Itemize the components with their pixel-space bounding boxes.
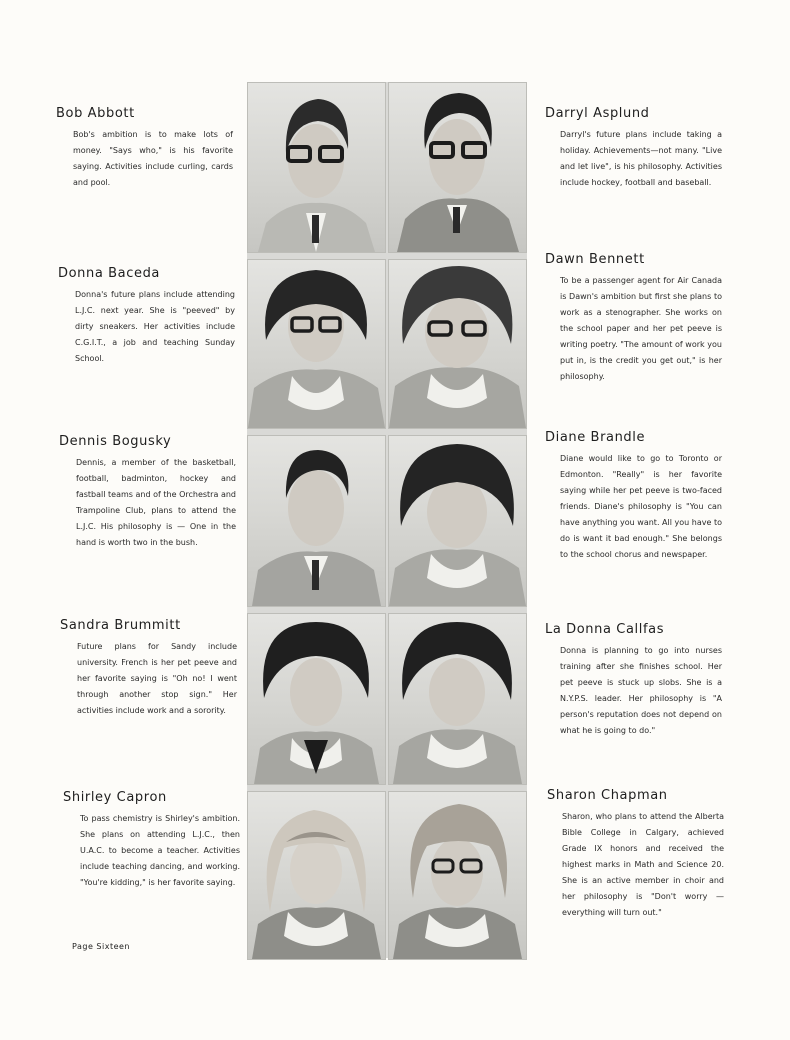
student-bio: Donna's future plans include attending L.J.C. next year. She is "peeved" by dirty sneakers. Her activities include C.G.I.T., a job and teaching Sunday School. [75, 290, 235, 363]
portrait-photo-darryl-asplund [388, 82, 527, 253]
portrait-photo-shirley-capron [247, 791, 386, 960]
student-name: Diane Brandle [545, 430, 646, 445]
portrait-grid [247, 82, 527, 958]
portrait-photo-donna-baceda [247, 259, 386, 429]
student-name: Shirley Capron [63, 790, 167, 805]
student-bio: Sharon, who plans to attend the Alberta Bible College in Calgary, achieved Grade IX honors and received the highest marks in Math and Science 20. She is an active member in choir and her philosophy is "Don't worry — everything will turn out." [562, 812, 724, 917]
student-name: Bob Abbott [56, 106, 135, 121]
student-entry-dennis-bogusky [59, 434, 236, 551]
student-name: Dawn Bennett [545, 252, 645, 267]
student-entry-donna-baceda [58, 266, 235, 367]
student-name: Dennis Bogusky [59, 434, 172, 449]
student-name: Sandra Brummitt [60, 618, 181, 633]
student-bio: Diane would like to go to Toronto or Edmonton. "Really" is her favorite saying while her pet peeve is two-faced friends. Diane's philosophy is "You can have anything you want. All you have to do is want it bad enough." She belongs to the school chorus and newspaper. [560, 454, 722, 559]
portrait-photo-bob-abbott [247, 82, 386, 253]
student-entry-diane-brandle [545, 430, 722, 563]
student-name: Sharon Chapman [547, 788, 668, 803]
student-bio: Dennis, a member of the basketball, football, badminton, hockey and fastball teams and of the Orchestra and Trampoline Club, plans to attend the L.J.C. His philosophy is — One in the hand is worth two in the bush. [76, 458, 236, 547]
student-bio: Bob's ambition is to make lots of money. "Says who," is his favorite saying. Activities include curling, cards and pool. [73, 130, 233, 187]
student-entry-darryl-asplund [545, 106, 722, 191]
student-name: Donna Baceda [58, 266, 160, 281]
student-entry-sandra-brummitt [60, 618, 237, 719]
portrait-photo-sandra-brummitt [247, 613, 386, 785]
student-bio: To pass chemistry is Shirley's ambition. She plans on attending L.J.C., then U.A.C. to become a teacher. Activities include teaching dancing, and working. "You're kidding," is her favorite saying. [80, 814, 240, 887]
portrait-photo-dennis-bogusky [247, 435, 386, 607]
student-entry-dawn-bennett [545, 252, 722, 385]
student-bio: Donna is planning to go into nurses training after she finishes school. Her pet peeve is stuck up slobs. She is a N.Y.P.S. leader. Her philosophy is "A person's reputation does not depend on what he is going to do." [560, 646, 722, 735]
student-bio: To be a passenger agent for Air Canada is Dawn's ambition but first she plans to work as a stenographer. She works on the school paper and her pet peeve is writing poetry. "The amount of work you put in, is the credit you get out," is her philosophy. [560, 276, 722, 381]
student-bio: Darryl's future plans include taking a holiday. Achievements—not many. "Live and let live", is his philosophy. Activities include hockey, football and baseball. [560, 130, 722, 187]
portrait-photo-dawn-bennett [388, 259, 527, 429]
portrait-photo-sharon-chapman [388, 791, 527, 960]
portrait-photo-la-donna-callfas [388, 613, 527, 785]
student-entry-shirley-capron [63, 790, 240, 891]
student-bio: Future plans for Sandy include university. French is her pet peeve and her favorite saying is "Oh no! I went through another stop sign." Her activities include work and a sorority. [77, 642, 237, 715]
student-entry-la-donna-callfas [545, 622, 722, 739]
page-number: Page Sixteen [72, 942, 130, 951]
portrait-photo-diane-brandle [388, 435, 527, 607]
student-name: Darryl Asplund [545, 106, 650, 121]
student-entry-bob-abbott [56, 106, 233, 191]
student-entry-sharon-chapman [547, 788, 724, 921]
student-name: La Donna Callfas [545, 622, 665, 637]
